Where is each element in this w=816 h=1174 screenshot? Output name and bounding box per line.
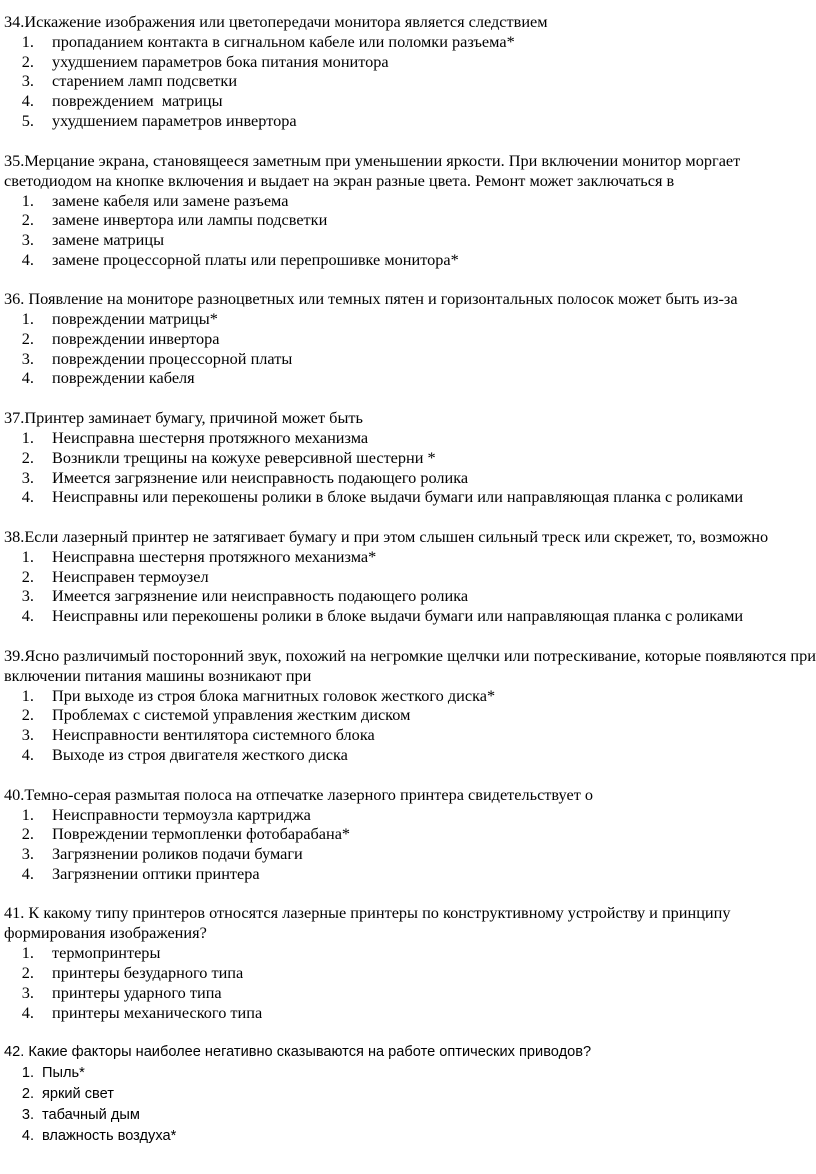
option-text: принтеры механического типа (52, 1002, 263, 1022)
option-text: замене матрицы (52, 229, 165, 249)
answer-option (4, 487, 816, 507)
option-text: При выходе из строя блока магнитных головок жесткого диска* (52, 685, 496, 705)
option-text: табачный дым (42, 1107, 140, 1124)
option-number: 4. (21, 744, 34, 764)
spacer (4, 883, 816, 903)
spacer (4, 507, 816, 527)
option-text: Неисправна шестерня протяжного механизма (52, 428, 369, 448)
option-number: 3. (21, 982, 34, 1002)
answer-option (4, 111, 816, 131)
option-text: Загрязнении оптики принтера (52, 863, 260, 883)
option-number: 3. (21, 725, 34, 745)
spacer (4, 131, 816, 151)
answer-option (4, 91, 816, 111)
question-36 (4, 289, 816, 388)
option-number: 2. (21, 51, 34, 71)
option-number: 4. (21, 487, 34, 507)
option-text: пропаданием контакта в сигнальном кабеле или поломки разъема* (52, 32, 515, 51)
answer-option (4, 468, 816, 488)
answer-option (4, 71, 816, 91)
option-number: 4. (21, 606, 34, 626)
option-number: 3. (21, 1107, 34, 1124)
option-text: термопринтеры (52, 943, 161, 963)
answer-option (4, 1126, 816, 1147)
option-number: 4. (21, 1002, 34, 1022)
question-text: 35.Мерцание экрана, становящееся заметным при уменьшении яркости. При включении монитор моргает светодиодом на кнопке включения и выдает на экран разные цвета. Ремонт может заключаться в (4, 150, 741, 190)
answer-option (4, 52, 816, 72)
answer-option (4, 606, 816, 626)
answer-list (4, 686, 816, 765)
option-number: 1. (21, 32, 34, 51)
option-text: Имеется загрязнение или неисправность подающего ролика (52, 467, 469, 487)
option-text: Неисправны или перекошены ролики в блоке выдачи бумаги или направляющая планка с роликами (52, 487, 744, 507)
spacer (4, 765, 816, 785)
option-text: ухудшением параметров бока питания монитора (52, 51, 389, 71)
question-text: 34.Искажение изображения или цветопередачи монитора является следствием (4, 12, 548, 31)
question-text: 40.Темно-серая размытая полоса на отпечатке лазерного принтера свидетельствует о (4, 784, 594, 804)
question-37 (4, 408, 816, 507)
option-number: 2. (21, 824, 34, 844)
option-number: 2. (21, 210, 34, 230)
answer-option (4, 805, 816, 825)
question-38 (4, 527, 816, 626)
answer-option (4, 1003, 816, 1023)
answer-option (4, 586, 816, 606)
answer-option (4, 1105, 816, 1126)
question-text: 39.Ясно различимый посторонний звук, похожий на негромкие щелчки или потрескивание, которые появляются при включении питания машины возникают при (4, 645, 816, 685)
answer-list (4, 1063, 816, 1147)
option-text: замене инвертора или лампы подсветки (52, 210, 328, 230)
question-41 (4, 903, 816, 1022)
option-number: 2. (21, 329, 34, 349)
answer-option (4, 943, 816, 963)
option-text: замене процессорной платы или перепрошивке монитора* (52, 249, 459, 269)
answer-option (4, 1084, 816, 1105)
option-text: ухудшением параметров инвертора (52, 110, 297, 130)
answer-option (4, 725, 816, 745)
answer-list (4, 191, 816, 270)
option-text: принтеры ударного типа (52, 982, 222, 1002)
option-text: Имеется загрязнение или неисправность подающего ролика (52, 586, 469, 606)
option-text: повреждении инвертора (52, 329, 220, 349)
option-number: 2. (21, 447, 34, 467)
option-number: 5. (21, 110, 34, 130)
answer-option (4, 230, 816, 250)
question-text: 41. К какому типу принтеров относятся лазерные принтеры по конструктивному устройству и принципу формирования изображения? (4, 903, 731, 943)
answer-option (4, 191, 816, 211)
option-text: замене кабеля или замене разъема (52, 190, 289, 210)
option-number: 3. (21, 348, 34, 368)
answer-option (4, 963, 816, 983)
option-number: 2. (21, 963, 34, 983)
answer-list (4, 547, 816, 626)
option-number: 2. (21, 705, 34, 725)
option-number: 1. (21, 428, 34, 448)
option-text: старением ламп подсветки (52, 71, 238, 91)
answer-option (4, 686, 816, 706)
answer-option (4, 844, 816, 864)
option-number: 2. (21, 566, 34, 586)
answer-list (4, 428, 816, 507)
option-number: 4. (21, 249, 34, 269)
spacer (4, 626, 816, 646)
option-number: 4. (21, 863, 34, 883)
option-text: яркий свет (42, 1086, 114, 1103)
option-number: 4. (21, 368, 34, 388)
question-text: 37.Принтер заминает бумагу, причиной может быть (4, 408, 363, 428)
option-text: повреждении матрицы* (52, 309, 218, 329)
answer-option (4, 349, 816, 369)
option-number: 3. (21, 586, 34, 606)
answer-option (4, 210, 816, 230)
question-text: 38.Если лазерный принтер не затягивает бумагу и при этом слышен сильный треск или скрежет, то, возможно (4, 526, 769, 546)
question-39 (4, 646, 816, 765)
option-text: Загрязнении роликов подачи бумаги (52, 843, 303, 863)
option-text: повреждением матрицы (52, 91, 223, 111)
document-body (4, 12, 816, 1147)
answer-option (4, 824, 816, 844)
option-text: принтеры безударного типа (52, 963, 244, 983)
question-40 (4, 785, 816, 884)
option-number: 4. (21, 91, 34, 111)
option-number: 3. (21, 71, 34, 91)
option-text: Повреждении термопленки фотобарабана* (52, 824, 351, 844)
answer-option (4, 309, 816, 329)
option-number: 3. (21, 467, 34, 487)
option-number: 4. (21, 1128, 34, 1145)
answer-option (4, 983, 816, 1003)
answer-list (4, 32, 816, 131)
option-number: 1. (21, 685, 34, 705)
option-text: повреждении процессорной платы (52, 348, 293, 368)
question-text: 36. Появление на мониторе разноцветных или темных пятен и горизонтальных полосок может быть из-за (4, 289, 738, 309)
question-34 (4, 12, 816, 131)
answer-option (4, 547, 816, 567)
answer-option (4, 567, 816, 587)
option-text: Неисправности вентилятора системного блока (52, 725, 375, 745)
option-number: 1. (21, 943, 34, 963)
option-text: Возникли трещины на кожухе реверсивной шестерни * (52, 447, 436, 467)
option-text: Выходе из строя двигателя жесткого диска (52, 744, 348, 764)
answer-list (4, 943, 816, 1022)
answer-option (4, 368, 816, 388)
option-number: 3. (21, 229, 34, 249)
option-number: 2. (21, 1086, 34, 1103)
spacer (4, 1022, 816, 1042)
answer-list (4, 805, 816, 884)
spacer (4, 388, 816, 408)
answer-option (4, 864, 816, 884)
answer-list (4, 309, 816, 388)
option-text: Проблемах с системой управления жестким диском (52, 705, 411, 725)
option-text: влажность воздуха* (42, 1128, 177, 1145)
option-text: Неисправен термоузел (52, 566, 209, 586)
question-42 (4, 1042, 816, 1147)
question-35 (4, 151, 816, 270)
option-number: 1. (21, 309, 34, 329)
option-text: Неисправности термоузла картриджа (52, 804, 311, 824)
option-number: 1. (21, 546, 34, 566)
option-number: 3. (21, 843, 34, 863)
question-text: 42. Какие факторы наиболее негативно сказываются на работе оптических приводов? (4, 1044, 592, 1061)
option-text: Пыль* (42, 1065, 85, 1082)
option-text: повреждении кабеля (52, 368, 195, 388)
answer-option (4, 745, 816, 765)
answer-option (4, 1063, 816, 1084)
option-number: 1. (21, 804, 34, 824)
answer-option (4, 329, 816, 349)
answer-option (4, 428, 816, 448)
option-number: 1. (21, 190, 34, 210)
answer-option (4, 705, 816, 725)
answer-option (4, 32, 816, 52)
option-number: 1. (21, 1065, 34, 1082)
answer-option (4, 448, 816, 468)
spacer (4, 269, 816, 289)
option-text: Неисправны или перекошены ролики в блоке выдачи бумаги или направляющая планка с роликами (52, 606, 744, 626)
answer-option (4, 250, 816, 270)
option-text: Неисправна шестерня протяжного механизма* (52, 546, 377, 566)
